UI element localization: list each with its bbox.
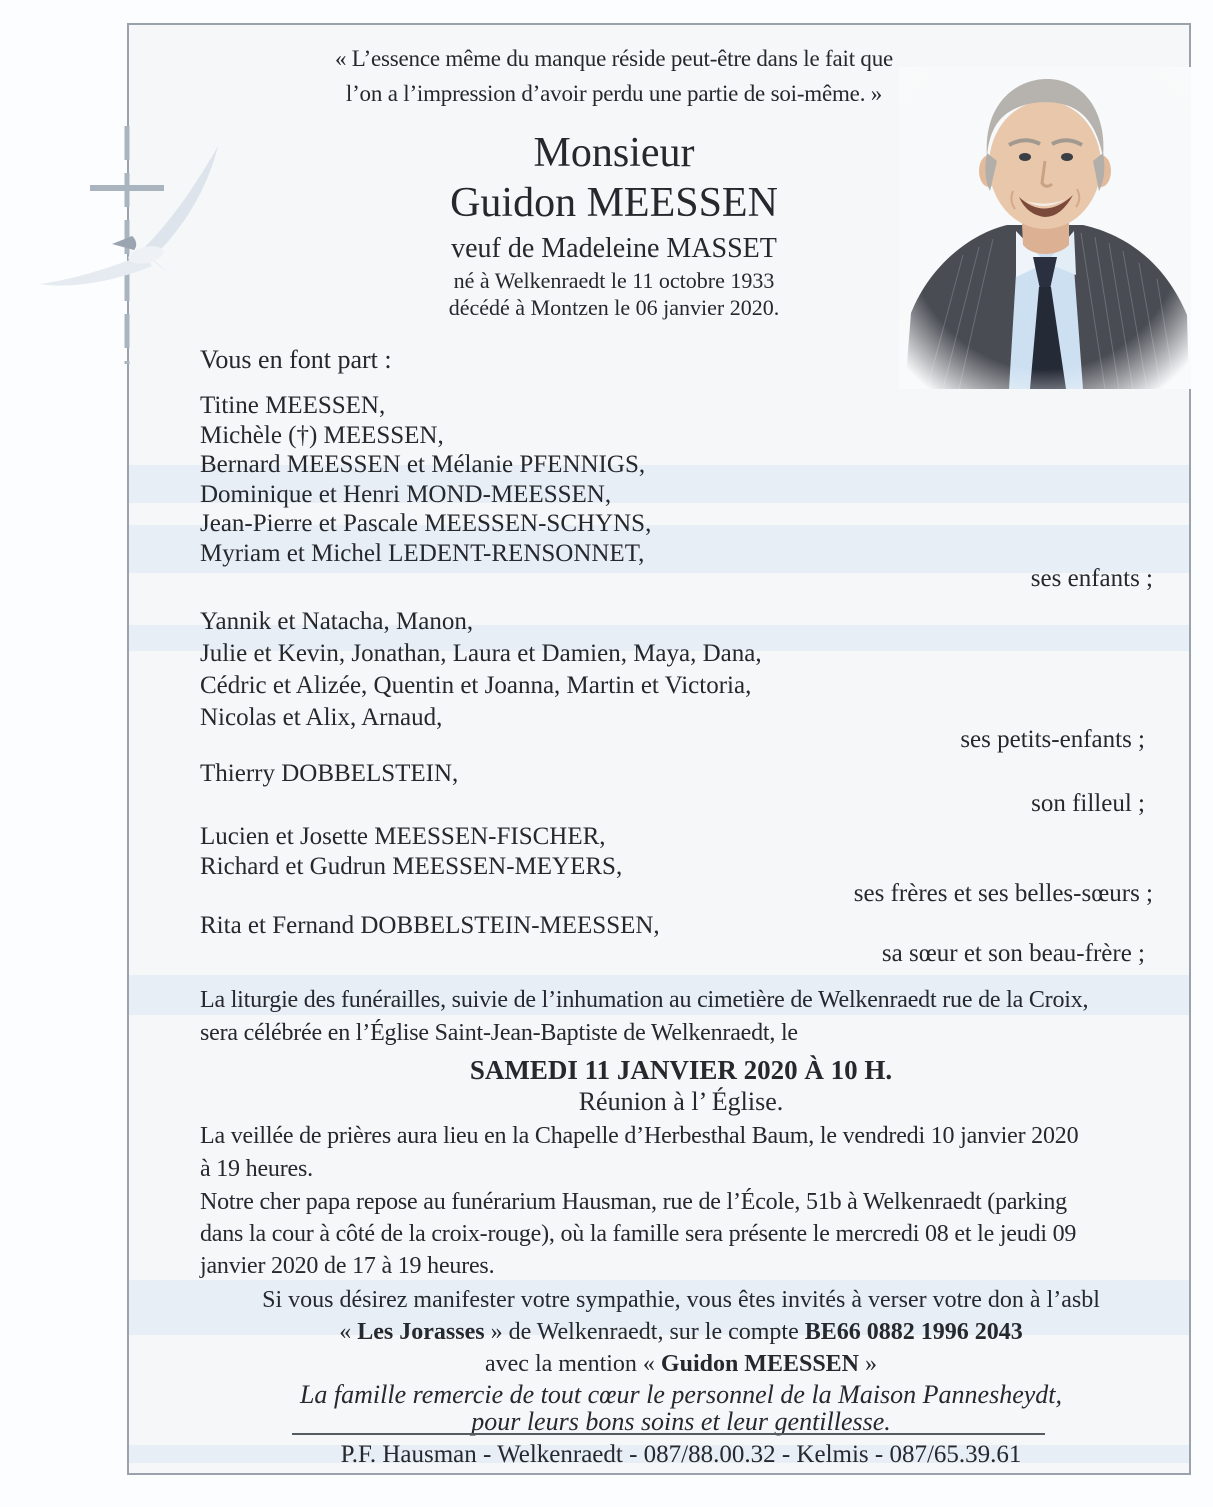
- donation-mid: » de Welkenraedt, sur le compte: [484, 1319, 805, 1345]
- vigil-line: La veillée de prières aura lieu en la Chapelle d’Herbesthal Baum, le vendredi 10 janvier 2020: [200, 1123, 1079, 1149]
- family-name-line: Yannik et Natacha, Manon,: [200, 608, 474, 635]
- repose-line: Notre cher papa repose au funérarium Hausman, rue de l’École, 51b à Welkenraedt (parking: [200, 1189, 1067, 1215]
- family-name-line: Richard et Gudrun MEESSEN-MEYERS,: [200, 853, 623, 880]
- family-name-line: Lucien et Josette MEESSEN-FISCHER,: [200, 823, 606, 850]
- announcement-frame: [127, 23, 1191, 1475]
- mention-name: Guidon MEESSEN: [660, 1351, 860, 1377]
- vigil-line: à 19 heures.: [200, 1156, 313, 1182]
- relation-label-godson: son filleul ;: [1031, 790, 1145, 817]
- thanks-line: pour leurs bons soins et leur gentillesse.: [471, 1407, 891, 1436]
- family-name-line: Myriam et Michel LEDENT-RENSONNET,: [200, 539, 645, 567]
- donation-account-line: [200, 1319, 1162, 1346]
- family-name-line: Cédric et Alizée, Quentin et Joanna, Martin et Victoria,: [200, 672, 752, 699]
- grandchildren-list: [200, 606, 762, 734]
- family-name-line: Jean-Pierre et Pascale MEESSEN-SCHYNS,: [200, 510, 652, 537]
- liturgy-line: sera célébrée en l’Église Saint-Jean-Baptiste de Welkenraedt, le: [200, 1020, 798, 1046]
- donation-account-number: BE66 0882 1996 2043: [804, 1319, 1023, 1345]
- family-name-line: Michèle (†) MEESSEN,: [200, 421, 444, 449]
- family-name-line: Julie et Kevin, Jonathan, Laura et Damien, Maya, Dana,: [200, 640, 762, 667]
- donation-line: Si vous désirez manifester votre sympathie, vous êtes invités à verser votre don à l’asbl: [262, 1287, 1100, 1313]
- mention-prefix: avec la mention «: [484, 1351, 661, 1377]
- liturgy-line: La liturgie des funérailles, suivie de l’inhumation au cimetière de Welkenraedt rue de la Croix,: [200, 987, 1089, 1013]
- relation-label-siblings: ses frères et ses belles-sœurs ;: [853, 880, 1153, 907]
- portrait-photo: [899, 67, 1191, 389]
- footer-divider: [292, 1433, 1045, 1435]
- announcement-intro: Vous en font part :: [200, 345, 392, 374]
- family-name-line: Bernard MEESSEN et Mélanie PFENNIGS,: [200, 451, 646, 478]
- family-name-line: Titine MEESSEN,: [200, 392, 386, 419]
- birth-line: né à Welkenraedt le 11 octobre 1933: [453, 268, 775, 293]
- family-name-line: Nicolas et Alix, Arnaud,: [200, 704, 443, 731]
- deceased-header: [264, 128, 964, 321]
- sister-line: Rita et Fernand DOBBELSTEIN-MEESSEN,: [200, 912, 660, 939]
- funeral-date: SAMEDI 11 JANVIER 2020 À 10 H.: [469, 1055, 893, 1085]
- deceased-title: Monsieur: [533, 130, 695, 176]
- siblings-list: [200, 822, 622, 882]
- godson-line: Thierry DOBBELSTEIN,: [200, 760, 459, 787]
- children-list: [200, 391, 651, 568]
- relation-label-children: ses enfants ;: [1030, 565, 1153, 592]
- deceased-name: Guidon MEESSEN: [450, 180, 778, 226]
- donation-open: «: [339, 1319, 358, 1345]
- donation-mention-line: [200, 1351, 1162, 1378]
- donation-asbl-name: Les Jorasses: [357, 1319, 485, 1345]
- repose-line: janvier 2020 de 17 à 19 heures.: [200, 1253, 495, 1279]
- meeting-line: Réunion à l’ Église.: [578, 1087, 784, 1116]
- quote-line: l’on a l’impression d’avoir perdu une partie de soi-même. »: [345, 81, 883, 106]
- funeral-home-footer: P.F. Hausman - Welkenraedt - 087/88.00.32 - Kelmis - 087/65.39.61: [340, 1441, 1022, 1468]
- death-line: décédé à Montzen le 06 janvier 2020.: [448, 295, 780, 320]
- cross-and-dove-icon: [32, 126, 270, 364]
- family-name-line: Dominique et Henri MOND-MEESSEN,: [200, 480, 612, 508]
- mention-suffix: »: [859, 1351, 878, 1377]
- relation-label-sister: sa sœur et son beau-frère ;: [881, 940, 1145, 967]
- widower-line: veuf de Madeleine MASSET: [451, 233, 777, 264]
- thanks-line: La famille remercie de tout cœur le personnel de la Maison Pannesheydt,: [299, 1380, 1063, 1409]
- quote-line: « L’essence même du manque réside peut-être dans le fait que: [334, 46, 894, 71]
- relation-label-grandchildren: ses petits-enfants ;: [960, 726, 1145, 753]
- repose-line: dans la cour à côté de la croix-rouge), où la famille sera présente le mercredi 08 et le jeudi 09: [200, 1221, 1077, 1247]
